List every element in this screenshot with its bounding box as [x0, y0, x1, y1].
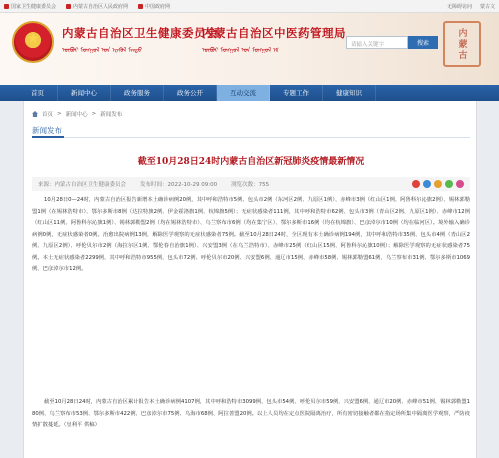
topbar-link-gov-nmg[interactable]: 内蒙古自治区人民政府网 [66, 3, 128, 10]
main-nav [0, 85, 499, 101]
breadcrumb-news[interactable]: 新闻中心 [65, 112, 88, 118]
share-buttons [412, 180, 464, 188]
nav-news[interactable]: 新闻中心 [58, 85, 111, 101]
flag-icon [4, 4, 9, 9]
article-meta [32, 177, 470, 191]
article-paragraph-2: 截至10月28日24时，内蒙古自治区累计报告本土确诊病例4107例，其中呼和浩特市3099例、包头市54例、呼伦贝尔市59例、兴安盟6例、通辽市20例、赤峰市51例、锡林郭勒盟180例、乌兰察布市53例、鄂尔多斯市422例、巴彦淖尔市75例、乌海市68例、阿拉善盟20例。以上人员均在定点医院隔离治疗，所有密切接触者都在指定场所集中隔离医学观察，严防疫情扩散蔓延。（皇利平 供稿） [32, 399, 470, 428]
topbar-link-gov-cn[interactable]: 中国政府网 [138, 3, 170, 10]
accessibility-link[interactable]: 无障碍访问 [446, 4, 472, 10]
share-weibo-icon[interactable] [412, 180, 420, 188]
nav-special-work[interactable]: 专题工作 [270, 85, 323, 101]
nav-services[interactable]: 政务服务 [111, 85, 164, 101]
nav-disclosure[interactable]: 政务公开 [164, 85, 217, 101]
share-qzone-icon[interactable] [434, 180, 442, 188]
share-more-icon[interactable] [456, 180, 464, 188]
nav-home[interactable]: 首页 [18, 85, 58, 101]
content-panel [23, 101, 477, 458]
topbar-link-nhc[interactable]: 国家卫生健康委员会 [4, 3, 56, 10]
breadcrumb-home[interactable]: 首页 [42, 112, 54, 118]
section-title: 新闻发布 [32, 126, 62, 135]
site-subtitle: 内蒙古自治区中医药管理局 [202, 26, 346, 40]
article-paragraph-1: 10月28日0—24时，内蒙古自治区报告新增本土确诊病例20例，其中呼和浩特市5例、包头市2例（东河区2例、九原区1例）、赤峰市3例（红山区1例、阿鲁科尔沁旗2例）、锡林郭勒盟1例（在锡林浩特市）、鄂尔多斯市8例（达拉特旗2例、伊金霍洛旗1例、杭锦旗5例）；无症状感染者111例，其中呼和浩特市62例、包头市3例（青山区2例、九原区1例）、赤峰市12例（红山区11例、阿鲁科尔沁旗1例）、锡林郭勒盟2例（均在锡林浩特市）、乌兰察布市6例（均在集宁区）、鄂尔多斯市16例（均在杭锦旗）、巴彦淖尔市10例（均在临河区）。境外输入确诊病例0例，无症状感染者0例。治愈出院病例13例，解除医学观察的无症状感染者75例。截至10月28日24时，全区现有本土确诊病例194例，其中呼和浩特市35例、包头市4例（青山区2例、九原区2例）、呼伦贝尔市2例（海拉尔区1例、鄂伦春自治旗1例）、兴安盟3例（在乌兰浩特市）、赤峰市25例（红山区15例、阿鲁科尔沁旗10例）；解除医学观察的无症状感染者75例。本土无症状感染者2299例，其中呼和浩特市955例、包头市72例、呼伦贝尔市20例、兴安盟6例、通辽市15例、赤峰市58例、锡林郭勒盟61例、乌兰察布市31例、鄂尔多斯市1069例、巴彦淖尔市12例。 [32, 197, 470, 272]
nav-health-knowledge[interactable]: 健康知识 [323, 85, 376, 101]
section-divider [32, 137, 470, 138]
share-qq-icon[interactable] [423, 180, 431, 188]
seal-logo: 内蒙古 [443, 21, 481, 67]
share-wechat-icon[interactable] [445, 180, 453, 188]
flag-icon [138, 4, 143, 9]
top-utility-bar [0, 0, 499, 13]
article-date: 发布时间：2022-10-29 09:00 [140, 182, 218, 188]
search-button[interactable]: 搜索 [408, 36, 438, 49]
site-header [0, 13, 499, 85]
article-title: 截至10月28日24时内蒙古自治区新冠肺炎疫情最新情况 [137, 157, 365, 167]
site-title: 内蒙古自治区卫生健康委员会 [62, 26, 218, 40]
search-input[interactable]: 请输入关键字 [346, 36, 408, 49]
flag-icon [66, 4, 71, 9]
mongolian-title-1: ᠥᠪᠦᠷ ᠮᠣᠩᠭᠣᠯ ᠤᠨ ᠡᠷᠡᠭᠦᠯ ᠮᠡᠨᠳᠦ [62, 47, 143, 54]
breadcrumb: 首页 > 新闻中心 > 新闻发布 [32, 110, 122, 118]
mongolian-link[interactable]: 蒙古文 [479, 4, 495, 10]
home-icon [32, 111, 38, 117]
article-views: 浏览次数：755 [231, 182, 270, 188]
national-emblem-icon [12, 21, 54, 63]
mongolian-title-2: ᠥᠪᠦᠷ ᠮᠣᠩᠭᠣᠯ ᠤᠨ ᠮᠣᠩᠭᠣᠯ ᠡᠮ [202, 47, 279, 54]
nav-interaction[interactable]: 互动交流 [217, 85, 270, 101]
breadcrumb-press[interactable]: 新闻发布 [100, 112, 123, 118]
article-source: 来源：内蒙古自治区卫生健康委员会 [38, 182, 127, 188]
